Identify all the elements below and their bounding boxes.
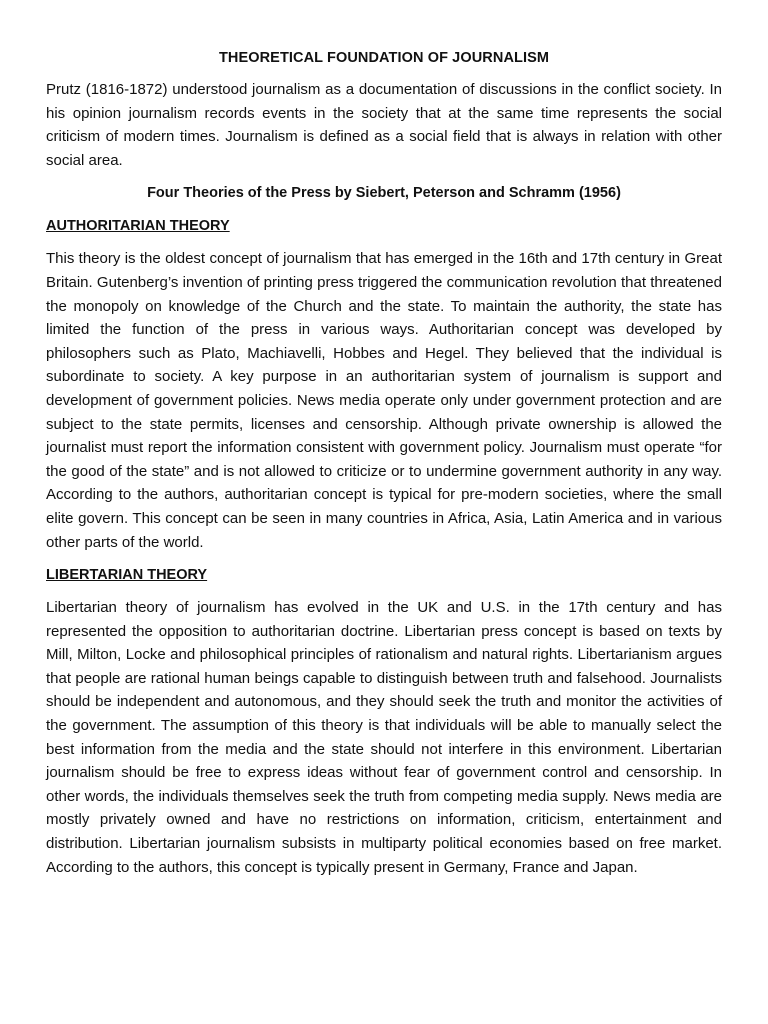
document-content <box>46 46 722 879</box>
intro-paragraph: Prutz (1816-1872) understood journalism as a documentation of discussions in the conflict society. In his opinion journalism records events in the society that at the same time represents the social criticism of modern times. Journalism is defined as a social field that is always in relation with other social area. <box>46 81 722 169</box>
section-subtitle: Four Theories of the Press by Siebert, Peterson and Schramm (1956) <box>147 185 621 202</box>
authoritarian-paragraph: This theory is the oldest concept of journalism that has emerged in the 16th and 17th century in Great Britain. Gutenberg’s invention of printing press triggered the communication revolution that threatened the monopoly on knowledge of the Church and the state. To maintain the authority, the state has limited the function of the press in various ways. Authoritarian concept was developed by philosophers such as Plato, Machiavelli, Hobbes and Hegel. They believed that the individual is subordinate to society. A key purpose in an authoritarian system of journalism is support and development of government policies. News media operate only under government protection and are subject to the state permits, licenses and censorship. Although private ownership is allowed the journalist must report the information consistent with government policy. Journalism must operate “for the good of the state” and is not allowed to criticize or to undermine government authority in any way. According to the authors, authoritarian concept is typical for pre-modern societies, where the small elite govern. This concept can be seen in many countries in Africa, Asia, Latin America and in various other parts of the world. <box>46 250 722 551</box>
authoritarian-heading: AUTHORITARIAN THEORY <box>46 218 230 235</box>
libertarian-heading: LIBERTARIAN THEORY <box>46 567 208 584</box>
document-title: THEORETICAL FOUNDATION OF JOURNALISM <box>218 50 550 66</box>
libertarian-paragraph: Libertarian theory of journalism has evolved in the UK and U.S. in the 17th century and has represented the opposition to authoritarian doctrine. Libertarian press concept is based on texts by Mill, Milton, Locke and philosophical principles of rationalism and natural rights. Libertarianism argues that people are rational human beings capable to distinguish between truth and falsehood. Journalists should be independent and autonomous, and they should seek the truth and monitor the activities of the government. The assumption of this theory is that individuals will be able to manually select the best information from the media and the state should not interfere in this environment. Libertarian journalism should be free to express ideas without fear of government control and censorship. In other words, the individuals themselves seek the truth from competing media supply. News media are mostly privately owned and have no restrictions on information, criticism, entertainment and distribution. Libertarian journalism subsists in multiparty political economies based on free market. According to the authors, this concept is typically present in Germany, France and Japan. <box>46 599 722 876</box>
